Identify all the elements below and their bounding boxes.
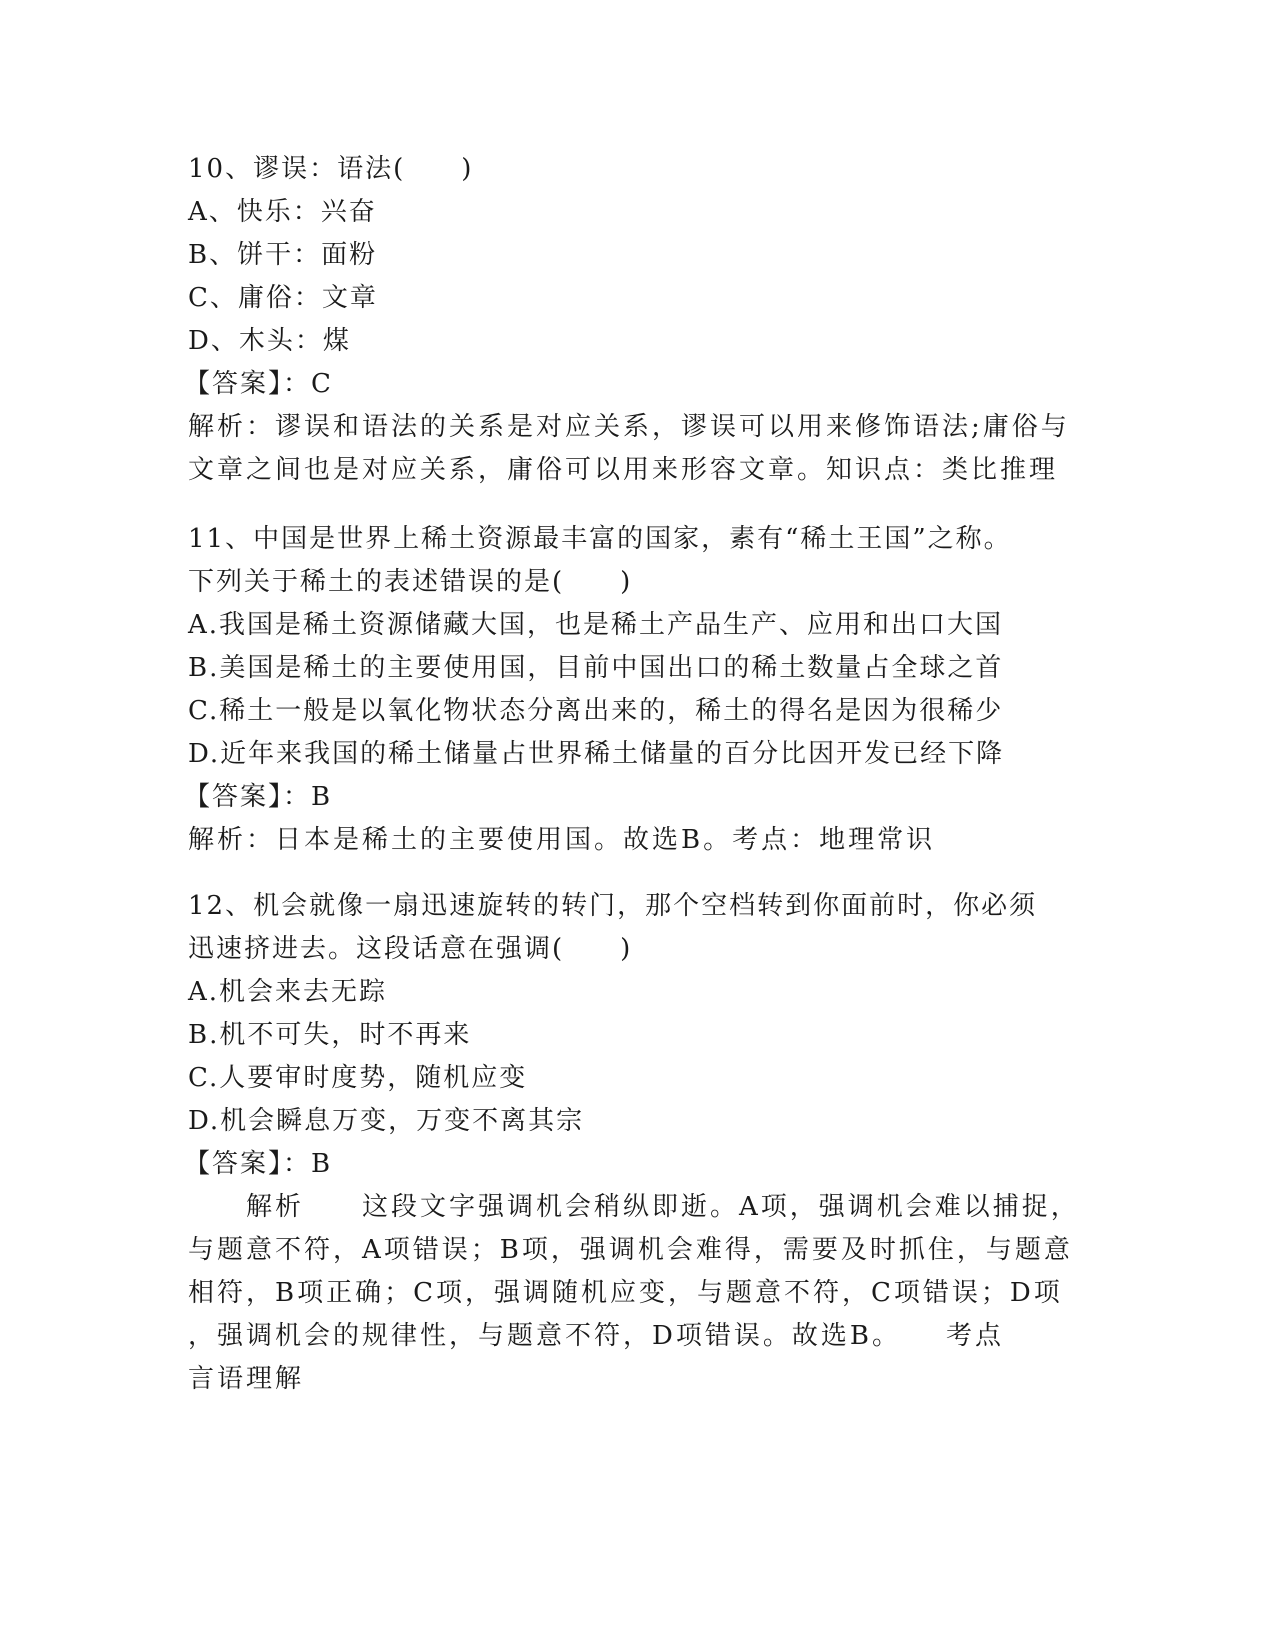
option-b: B.美国是稀土的主要使用国，目前中国出口的稀土数量占全球之首 bbox=[188, 653, 1004, 683]
option-b: B、饼干：面粉 bbox=[188, 240, 378, 270]
analysis-line: 言语理解 bbox=[188, 1364, 305, 1394]
question-12 bbox=[184, 885, 1088, 1401]
analysis-line: 相符，B项正确；C项，强调随机应变，与题意不符，C项错误；D项 bbox=[188, 1278, 1063, 1308]
answer-line: 【答案】：B bbox=[184, 782, 333, 812]
option-a: A、快乐：兴奋 bbox=[188, 197, 377, 227]
option-a: A.机会来去无踪 bbox=[188, 977, 388, 1007]
question-stem: 迅速挤进去。这段话意在强调( ) bbox=[188, 934, 633, 964]
answer-line: 【答案】：C bbox=[184, 369, 333, 399]
option-d: D、木头：煤 bbox=[188, 326, 351, 356]
option-c: C.稀土一般是以氧化物状态分离出来的，稀土的得名是因为很稀少 bbox=[188, 696, 1004, 726]
option-c: C.人要审时度势，随机应变 bbox=[188, 1063, 528, 1093]
question-stem: 下列关于稀土的表述错误的是( ) bbox=[188, 567, 633, 597]
analysis-line: ，强调机会的规律性，与题意不符，D项错误。故选B。 考点 bbox=[188, 1321, 1004, 1351]
question-stem: 12、机会就像一扇迅速旋转的转门，那个空档转到你面前时，你必须 bbox=[188, 891, 1038, 921]
option-d: D.近年来我国的稀土储量占世界稀土储量的百分比因开发已经下降 bbox=[188, 739, 1005, 769]
option-a: A.我国是稀土资源储藏大国，也是稀土产品生产、应用和出口大国 bbox=[188, 610, 1004, 640]
analysis-line: 解析：谬误和语法的关系是对应关系，谬误可以用来修饰语法;庸俗与 bbox=[188, 412, 1070, 442]
option-c: C、庸俗：文章 bbox=[188, 283, 378, 313]
answer-line: 【答案】：B bbox=[184, 1149, 333, 1179]
question-11 bbox=[184, 518, 1088, 862]
analysis-line: 解析 这段文字强调机会稍纵即逝。A项，强调机会难以捕捉， bbox=[188, 1192, 1080, 1222]
option-d: D.机会瞬息万变，万变不离其宗 bbox=[188, 1106, 585, 1136]
analysis-line: 与题意不符，A项错误；B项，强调机会难得，需要及时抓住，与题意 bbox=[188, 1235, 1073, 1265]
analysis-line: 解析：日本是稀土的主要使用国。故选B。考点：地理常识 bbox=[188, 825, 936, 855]
analysis-line: 文章之间也是对应关系，庸俗可以用来形容文章。知识点：类比推理 bbox=[188, 455, 1059, 485]
question-stem: 10、谬误：语法( ) bbox=[188, 154, 474, 184]
option-b: B.机不可失，时不再来 bbox=[188, 1020, 472, 1050]
question-10 bbox=[184, 148, 1088, 492]
question-stem: 11、中国是世界上稀土资源最丰富的国家，素有“稀土王国”之称。 bbox=[188, 524, 1012, 554]
